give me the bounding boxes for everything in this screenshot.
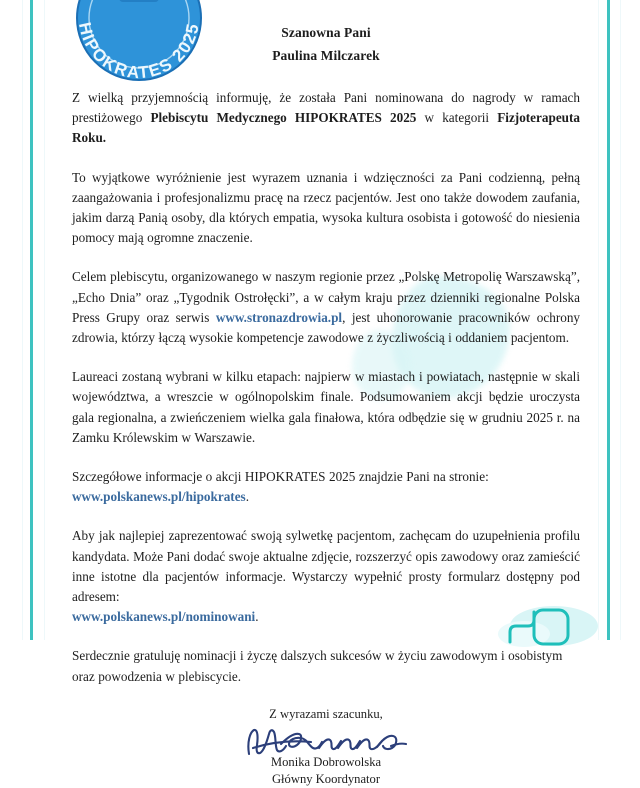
signer-role: Główny Koordynator [271, 771, 381, 786]
link-stronazdrowia[interactable]: www.stronazdrowia.pl [215, 309, 343, 325]
paragraph-1-text-middle: w kategorii [416, 110, 498, 126]
left-accent-line-inner [44, 0, 45, 640]
handwritten-signature-icon [241, 724, 411, 758]
paragraph-5-text-after: . [245, 489, 249, 505]
plebiscite-name-bold: Plebiscytu Medycznego HIPOKRATES 2025 [150, 110, 417, 126]
paragraph-stages: Laureaci zostaną wybrani w kilku etapach: najpierw w miastach i powiatach, następnie w skali województwa, a wreszcie w ogólnopolskim finale. Podsumowaniem akcji będzie uroczysta gala regionalna, a zwieńczeniem wielka gala finałowa, która odbędzie się w grudniu 2025 r. na Zamku Królewskim w Warszawie. [72, 369, 580, 445]
paragraph-recognition: To wyjątkowe wyróżnienie jest wyrazem uznania i wdzięczności za Pani codzienną, pełną zaangażowania i profesjonalizmu pracę na rzecz pacjentów. Jest ono także dowodem zaufania, jakim darzą Panią osoby, dla których empatia, wysoka kultura osobista i gotowość do niesienia pomocy mają ogromne znaczenie. [72, 169, 580, 246]
paragraph-organizers [72, 267, 580, 348]
paragraph-1-text-before: Z wielką przyjemnością informuję, że została Pani nominowana do nagrody w ramach prestiżowego [72, 90, 580, 126]
salutation-line-1: Szanowna Pani [281, 25, 371, 40]
link-nominowani-form[interactable]: www.polskanews.pl/nominowani [72, 609, 256, 625]
signature-image [72, 724, 580, 754]
right-accent-line-outer [620, 0, 621, 640]
signer-name: Monika Dobrowolska [270, 754, 382, 769]
paragraph-5-text-before: Szczegółowe informacje o akcji HIPOKRATES 2025 znajdzie Pani na stronie: [72, 469, 489, 485]
right-border-rule [607, 0, 610, 640]
paragraph-3-text-before: Celem plebiscytu, organizowanego w naszym regionie przez „Polskę Metropolię Warszawską”, „Echo Dnia” oraz „Tygodnik Ostrołęcki”, a w całym kraju przez dzienniki regionalne Polska Press Grupy oraz serwis [72, 269, 580, 325]
paragraph-3-text-after: , jest uhonorowanie pracowników ochrony zdrowia, którzy łączą wysokie kompetencje zawodowe z życzliwością i oddaniem pacjentom. [72, 309, 581, 346]
closing-line: Z wyrazami szacunku, [269, 706, 383, 721]
salutation-line-2: Paulina Milczarek [272, 48, 380, 63]
paragraph-6-text-after: . [255, 609, 259, 625]
paragraph-6-text-before: Aby jak najlepiej zaprezentować swoją sylwetkę pacjentom, zachęcam do uzupełnienia profilu kandydata. Może Pani dodać swoje aktualne zdjęcie, rozszerzyć opis zawodowy oraz zamieścić inne istotne dla pacjentów informacje. Wystarczy wypełnić prosty formularz dostępny pod adresem: [72, 528, 580, 605]
right-accent-line-inner [598, 0, 599, 640]
paragraph-info [72, 467, 580, 507]
left-accent-line-outer [22, 0, 23, 640]
paragraph-nomination [72, 88, 580, 149]
rounded-square-ornament-icon [488, 596, 610, 642]
footer-ornament [488, 596, 610, 642]
paragraph-congratulations: Serdecznie gratuluję nominacji i życzę dalszych sukcesów w życiu zawodowym i osobistym oraz powodzenia w plebiscycie. [72, 648, 563, 684]
link-hipokrates-page[interactable]: www.polskanews.pl/hipokrates [72, 489, 246, 505]
letter-content [72, 0, 581, 786]
left-border-rule [30, 0, 33, 640]
svg-text:HIPOKRATES 2025: HIPOKRATES 2025 [74, 20, 203, 83]
salutation-block [72, 22, 580, 66]
category-name-bold: Fizjoterapeuta Roku. [72, 110, 580, 146]
